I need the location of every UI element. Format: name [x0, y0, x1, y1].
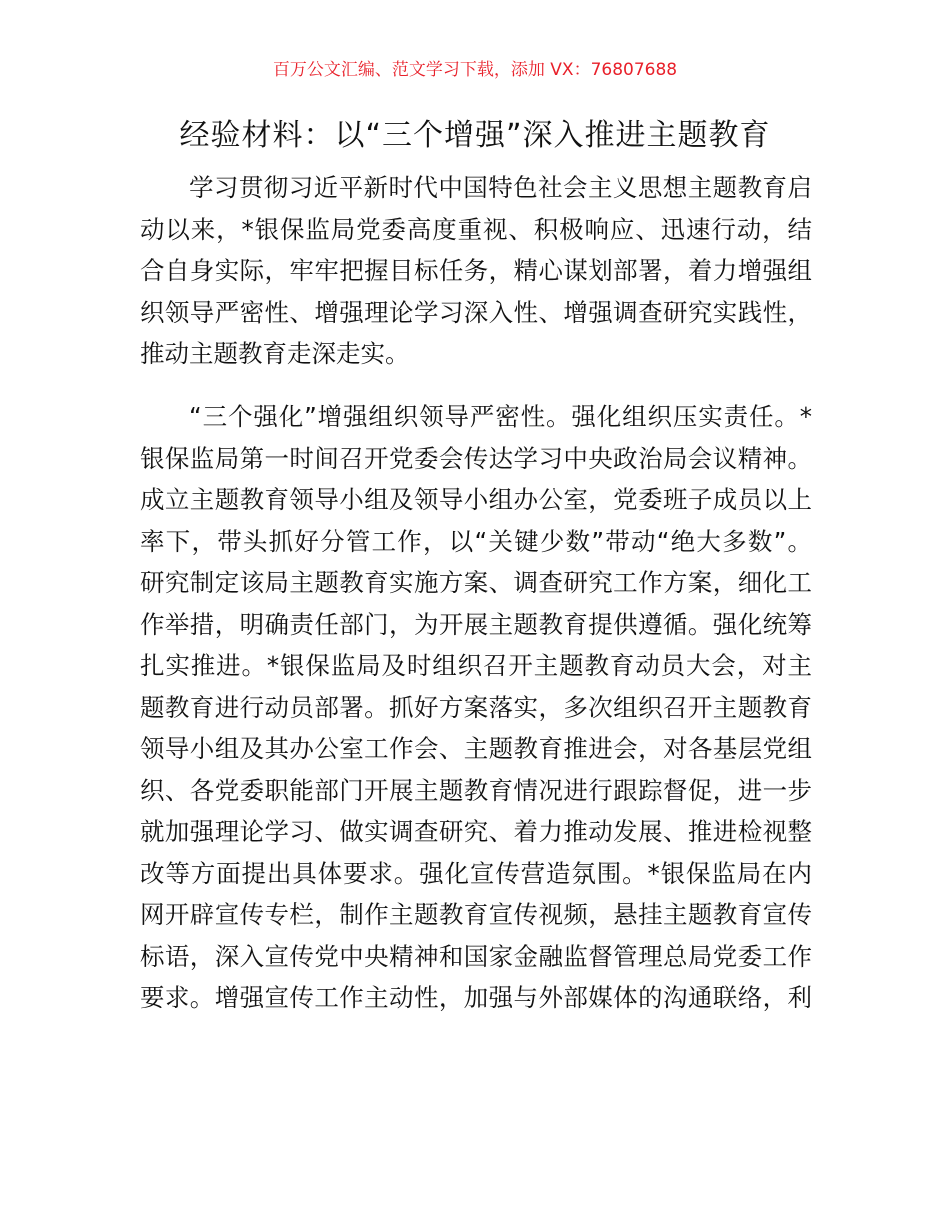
paragraph-line: 银保监局第一时间召开党委会传达学习中央政治局会议精神。 [140, 443, 812, 473]
paragraph-line: 研究制定该局主题教育实施方案、调查研究工作方案，细化工 [140, 568, 812, 597]
paragraph-line: 成立主题教育领导小组及领导小组办公室，党委班子成员以上 [140, 485, 812, 514]
paragraph-line: 改等方面提出具体要求。强化宣传营造氛围。*银保监局在内 [140, 858, 812, 888]
paragraph-line: “三个强化”增强组织领导严密性。强化组织压实责任。* [189, 402, 812, 431]
paragraph-line: 扎实推进。*银保监局及时组织召开主题教育动员大会，对主 [140, 651, 812, 680]
document-header: 百万公文汇编、范文学习下载，添加 VX：76807688 [272, 60, 678, 80]
document-title: 经验材料：以“三个增强”深入推进主题教育 [179, 118, 771, 153]
paragraph-2 [140, 396, 812, 1019]
paragraph-line: 动以来，*银保监局党委高度重视、积极响应、迅速行动，结 [140, 214, 812, 244]
paragraph-line: 学习贯彻习近平新时代中国特色社会主义思想主题教育启 [189, 173, 812, 202]
paragraph-line: 率下，带头抓好分管工作，以“关键少数”带动“绝大多数”。 [140, 526, 812, 556]
paragraph-line: 织领导严密性、增强理论学习深入性、增强调查研究实践性， [140, 297, 812, 327]
paragraph-line: 作举措，明确责任部门，为开展主题教育提供遵循。强化统筹 [140, 609, 812, 639]
paragraph-1 [140, 167, 812, 375]
paragraph-line: 织、各党委职能部门开展主题教育情况进行跟踪督促，进一步 [140, 775, 812, 805]
paragraph-line: 推动主题教育走深走实。 [140, 339, 410, 368]
paragraph-line: 题教育进行动员部署。抓好方案落实，多次组织召开主题教育 [140, 692, 812, 722]
paragraph-line: 要求。增强宣传工作主动性，加强与外部媒体的沟通联络，利 [140, 983, 812, 1012]
paragraph-line: 标语，深入宣传党中央精神和国家金融监督管理总局党委工作 [140, 941, 812, 971]
paragraph-line: 网开辟宣传专栏，制作主题教育宣传视频，悬挂主题教育宣传 [140, 900, 812, 929]
paragraph-line: 领导小组及其办公室工作会、主题教育推进会，对各基层党组 [140, 734, 812, 763]
paragraph-line: 合自身实际，牢牢把握目标任务，精心谋划部署，着力增强组 [140, 256, 812, 285]
paragraph-line: 就加强理论学习、做实调查研究、着力推动发展、推进检视整 [140, 817, 812, 846]
